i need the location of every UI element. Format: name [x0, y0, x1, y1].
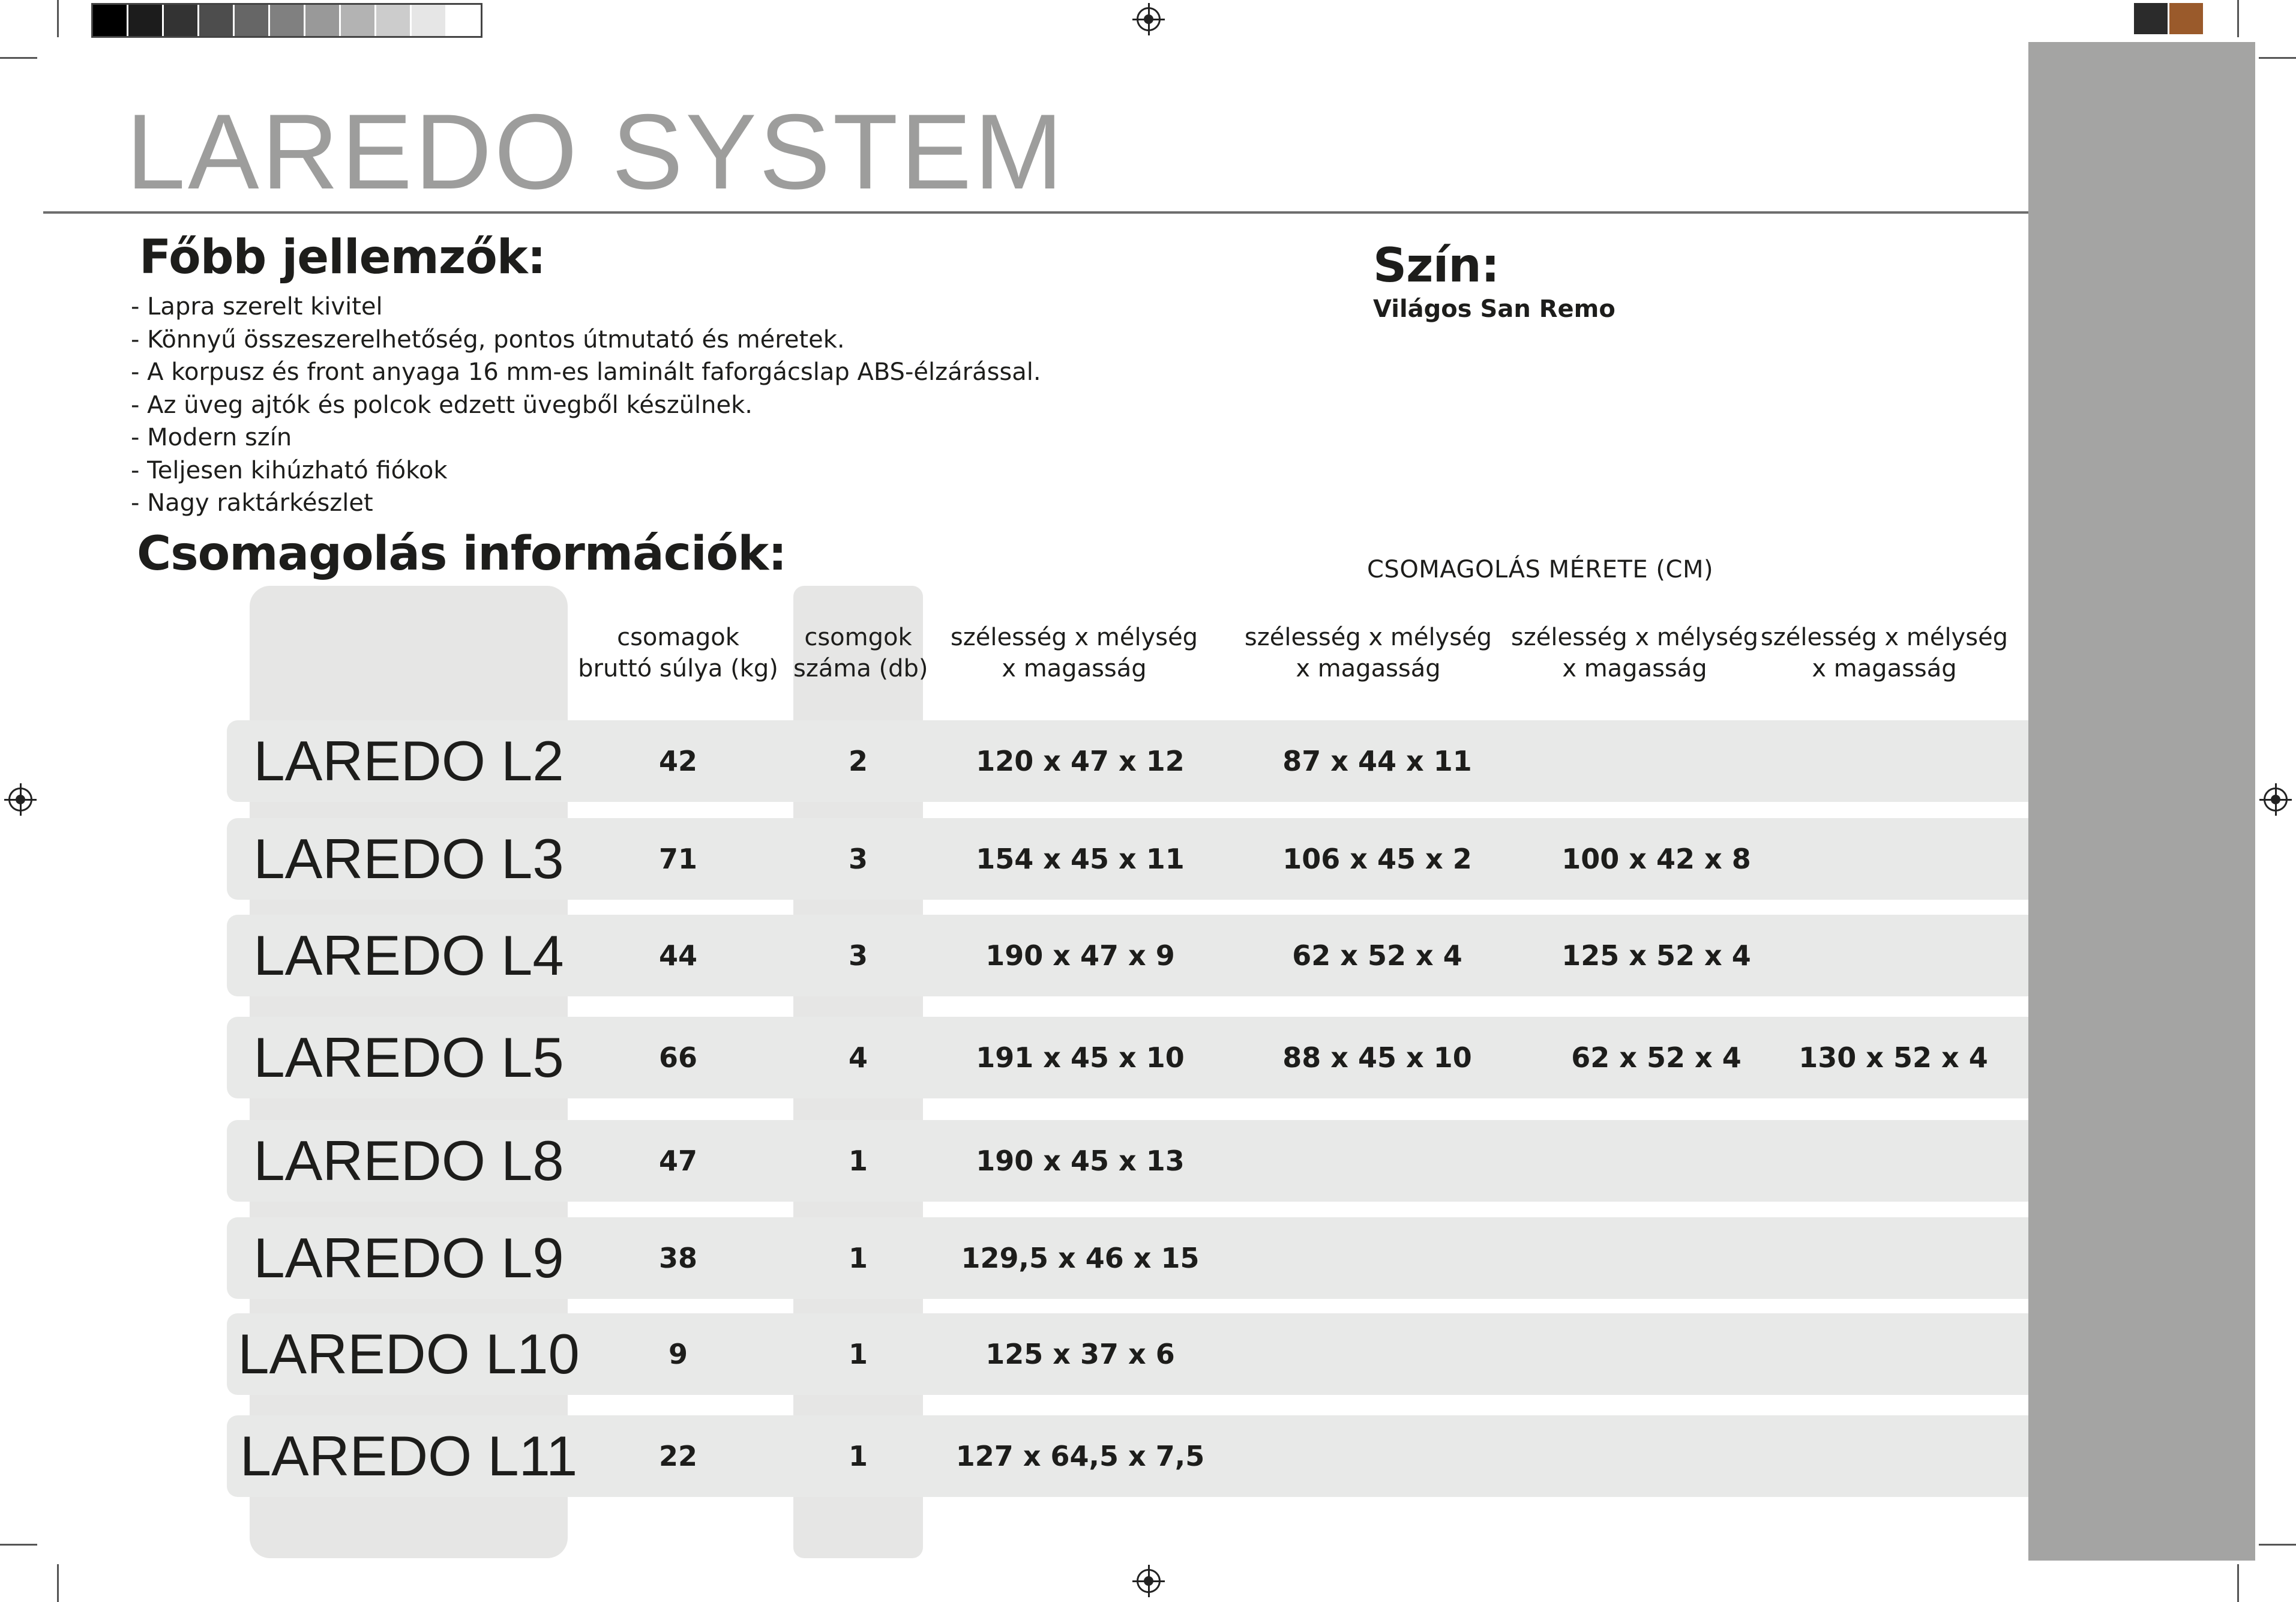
product-name: LAREDO L5 — [253, 1026, 564, 1089]
header-dims-line2: x magasság — [1002, 655, 1147, 682]
cell-p1: 190 x 45 x 13 — [976, 1145, 1185, 1177]
product-name: LAREDO L10 — [238, 1322, 580, 1385]
header-package-4 — [1746, 622, 2022, 684]
cell-count: 1 — [848, 1242, 868, 1274]
cell-p2 — [1236, 1217, 1518, 1299]
packaging-heading: Csomagolás információk: — [137, 527, 787, 581]
cell-p2: 106 x 45 x 2 — [1282, 843, 1472, 875]
crop-mark — [57, 1564, 59, 1602]
cell-p4 — [1758, 720, 2028, 802]
cell-p1: 120 x 47 x 12 — [976, 745, 1185, 777]
cell-p3 — [1518, 1415, 1794, 1497]
feature-item: - Az üveg ajtók és polcok edzett üvegből készülnek. — [131, 391, 753, 419]
header-weight-line2: bruttó súlya (kg) — [578, 655, 778, 682]
color-swatch — [128, 5, 164, 36]
header-count-line1: csomgok — [804, 624, 912, 651]
cell-count: 1 — [848, 1440, 868, 1472]
feature-item: - Lapra szerelt kivitel — [131, 293, 383, 321]
cell-weight: 22 — [658, 1440, 697, 1472]
header-package-2 — [1230, 622, 1506, 684]
cell-p4 — [1758, 915, 2028, 996]
color-heading: Szín: — [1373, 239, 1500, 293]
feature-item: - Nagy raktárkészlet — [131, 489, 373, 517]
color-swatch — [164, 5, 199, 36]
side-bar — [2028, 42, 2255, 1561]
crop-mark — [0, 1544, 37, 1546]
crop-mark — [2237, 1564, 2239, 1602]
cell-p1: 154 x 45 x 11 — [976, 843, 1185, 875]
feature-item: - Modern szín — [131, 424, 292, 451]
color-swatch — [2134, 3, 2169, 34]
cell-count: 1 — [848, 1145, 868, 1177]
cell-weight: 42 — [658, 745, 697, 777]
cell-count: 2 — [848, 745, 868, 777]
cell-p1: 129,5 x 46 x 15 — [961, 1242, 1200, 1274]
cell-p1: 191 x 45 x 10 — [976, 1041, 1185, 1074]
cell-p4 — [1758, 818, 2028, 900]
cell-weight: 47 — [658, 1145, 697, 1177]
cell-weight: 9 — [668, 1338, 688, 1370]
package-size-label: CSOMAGOLÁS MÉRETE (CM) — [1367, 556, 1714, 583]
page-title: LAREDO SYSTEM — [126, 92, 1066, 211]
cell-p4 — [1758, 1217, 2028, 1299]
cell-p4 — [1758, 1313, 2028, 1395]
header-dims-line1: szélesség x mélység — [1510, 624, 1759, 651]
color-swatch — [447, 5, 481, 36]
cell-p3 — [1518, 1217, 1794, 1299]
crop-mark — [57, 0, 59, 37]
color-value: Világos San Remo — [1373, 295, 1615, 323]
header-dims-line2: x magasság — [1812, 655, 1957, 682]
cell-p4: 130 x 52 x 4 — [1799, 1041, 1988, 1074]
cell-p3: 62 x 52 x 4 — [1571, 1041, 1742, 1074]
product-name: LAREDO L3 — [253, 827, 564, 890]
title-divider — [43, 211, 2028, 214]
cell-p1: 127 x 64,5 x 7,5 — [955, 1440, 1205, 1472]
color-swatch — [2169, 3, 2205, 34]
header-count — [793, 622, 928, 684]
cell-weight: 71 — [658, 843, 697, 875]
cell-p2 — [1236, 1313, 1518, 1395]
cell-p3 — [1518, 1120, 1794, 1202]
cell-p2 — [1236, 1415, 1518, 1497]
cell-p3: 125 x 52 x 4 — [1561, 939, 1751, 972]
cell-p2: 62 x 52 x 4 — [1292, 939, 1462, 972]
cell-count: 3 — [848, 939, 868, 972]
cell-p3 — [1518, 720, 1794, 802]
color-swatch-bar — [2134, 3, 2205, 34]
header-dims-line1: szélesség x mélység — [1244, 624, 1492, 651]
cell-count: 3 — [848, 843, 868, 875]
crop-mark — [0, 57, 37, 59]
crop-mark — [2259, 57, 2296, 59]
color-swatch — [305, 5, 341, 36]
product-name: LAREDO L11 — [239, 1424, 578, 1487]
cell-p2 — [1236, 1120, 1518, 1202]
color-swatch — [376, 5, 412, 36]
cell-p2: 88 x 45 x 10 — [1282, 1041, 1472, 1074]
registration-mark-icon — [1137, 1569, 1161, 1593]
color-swatch — [341, 5, 376, 36]
product-name: LAREDO L4 — [253, 924, 564, 987]
color-swatch — [199, 5, 235, 36]
product-name: LAREDO L9 — [253, 1226, 564, 1289]
color-swatch — [412, 5, 447, 36]
cell-p1: 125 x 37 x 6 — [985, 1338, 1175, 1370]
cell-p1: 190 x 47 x 9 — [985, 939, 1175, 972]
color-swatch — [93, 5, 128, 36]
header-weight-line1: csomagok — [617, 624, 739, 651]
product-name: LAREDO L2 — [253, 729, 564, 792]
header-dims-line1: szélesség x mélység — [1760, 624, 2009, 651]
header-package-3 — [1497, 622, 1773, 684]
features-list — [131, 291, 1041, 520]
cell-weight: 44 — [658, 939, 697, 972]
color-swatch — [235, 5, 270, 36]
grayscale-color-bar — [91, 3, 482, 38]
cell-count: 1 — [848, 1338, 868, 1370]
header-dims-line2: x magasság — [1562, 655, 1707, 682]
cell-p4 — [1758, 1120, 2028, 1202]
feature-item: - Teljesen kihúzható fiókok — [131, 456, 448, 484]
header-count-line2: száma (db) — [793, 655, 928, 682]
features-heading: Főbb jellemzők: — [139, 230, 545, 285]
color-swatch — [270, 5, 305, 36]
registration-mark-icon — [2264, 787, 2288, 812]
cell-p2: 87 x 44 x 11 — [1282, 745, 1472, 777]
cell-p3 — [1518, 1313, 1794, 1395]
product-name: LAREDO L8 — [253, 1129, 564, 1192]
cell-weight: 38 — [658, 1242, 697, 1274]
feature-item: - Könnyű összeszerelhetőség, pontos útmutató és méretek. — [131, 325, 845, 354]
cell-p3: 100 x 42 x 8 — [1561, 843, 1751, 875]
feature-item: - A korpusz és front anyaga 16 mm-es laminált faforgácslap ABS-élzárással. — [131, 358, 1041, 386]
header-package-1 — [936, 622, 1212, 684]
header-weight — [570, 622, 786, 684]
crop-mark — [2259, 1544, 2296, 1546]
crop-mark — [2237, 0, 2239, 37]
cell-count: 4 — [848, 1041, 868, 1074]
registration-mark-icon — [8, 787, 32, 812]
cell-weight: 66 — [658, 1041, 697, 1074]
cell-p4 — [1758, 1415, 2028, 1497]
registration-mark-icon — [1137, 7, 1161, 31]
header-dims-line2: x magasság — [1296, 655, 1441, 682]
header-dims-line1: szélesség x mélység — [950, 624, 1198, 651]
